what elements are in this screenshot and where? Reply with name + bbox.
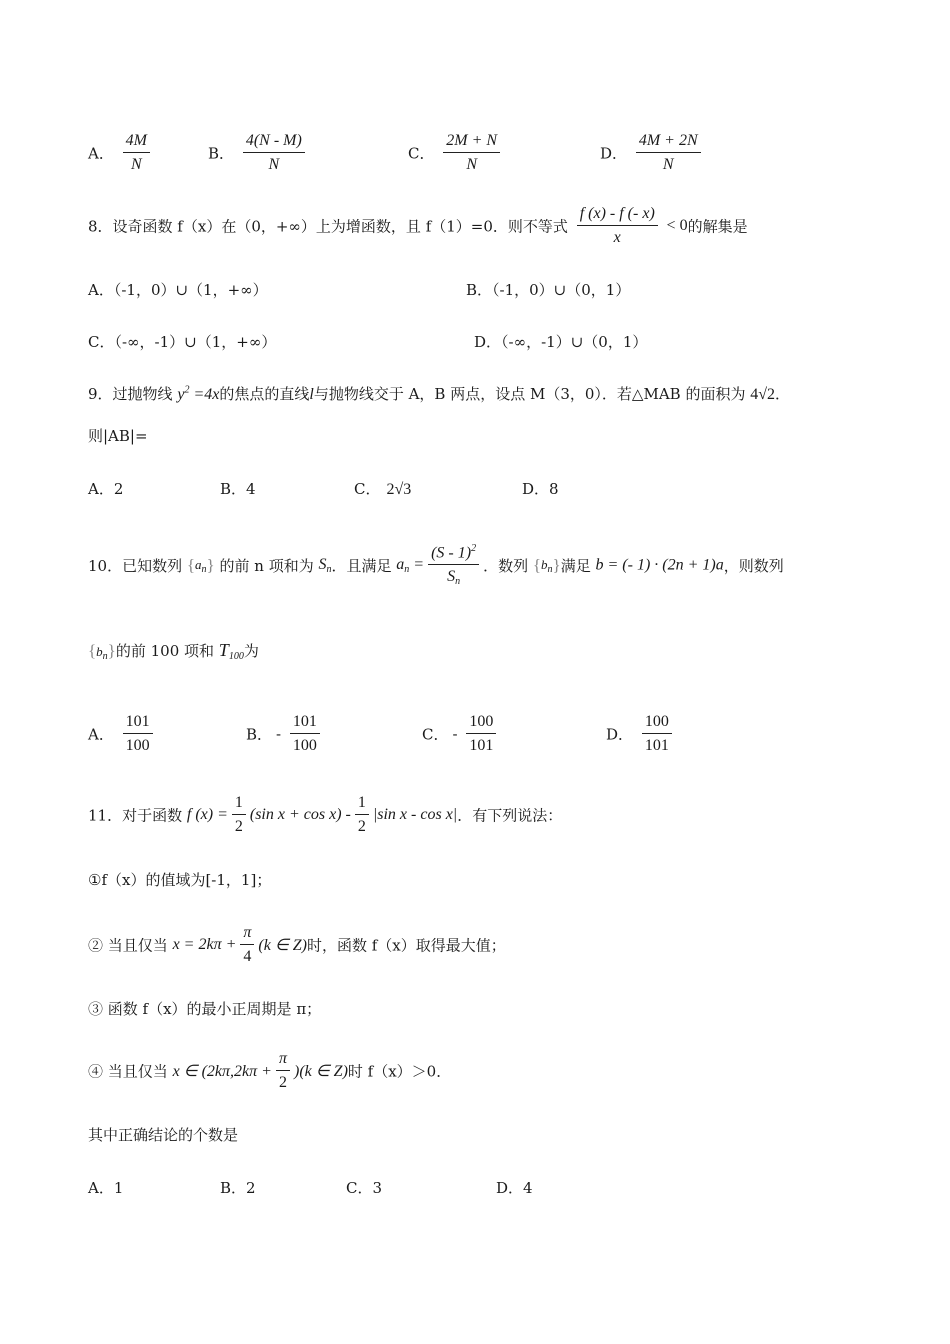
q10-option-c: C． - $\frac{100}{101}$ bbox=[422, 713, 500, 755]
q10-b-fraction: $\frac{101}{100}$ bbox=[290, 713, 320, 755]
q9-option-a: A．2 bbox=[88, 480, 124, 498]
q8-option-c: C．（-∞，-1）∪（1，+∞） bbox=[88, 333, 277, 351]
q10-d-fraction: $\frac{100}{101}$ bbox=[642, 713, 672, 755]
q11-statement-3: ③ 函数 f（x）的最小正周期是 π； bbox=[88, 1000, 322, 1018]
q9-stem: 9．过抛物线 $y^2 =4x$的焦点的直线l与抛物线交于 A，B 两点，设点 M（3，0）．若△MAB 的面积为 4√2． bbox=[88, 384, 791, 403]
q11-question: 其中正确结论的个数是 bbox=[88, 1126, 239, 1144]
q7-option-d: D． $\frac{4M + 2N}{N}$ bbox=[600, 132, 705, 174]
q11-half-1: $\frac{1}{2}$ bbox=[232, 794, 246, 836]
q9-line2: 则|AB|= bbox=[88, 427, 148, 445]
q10-c-fraction: $\frac{100}{101}$ bbox=[466, 713, 496, 755]
q11-statement-1: ①f（x）的值域为[-1，1]； bbox=[88, 871, 272, 889]
q10-an-fraction: $\frac{(S - 1)^2}{Sn}$ bbox=[428, 540, 479, 591]
q10-stem: 10．已知数列 $\{a_n\}$ 的前 n 项和为 Sn．且满足 an = $\frac{(S - 1)^2}{Sn}$ ．数列 $\{b_n\}$满足 b = (- 1) · (2n + 1)a，则数列 bbox=[88, 540, 784, 591]
q11-pi-over-2: $\frac{\pi}{2}$ bbox=[276, 1050, 290, 1092]
q10-option-a: A． $\frac{101}{100}$ bbox=[88, 713, 157, 755]
q8-option-a: A．（-1，0）∪（1，+∞） bbox=[88, 281, 268, 299]
q11-pi-over-4: $\frac{\pi}{4}$ bbox=[240, 924, 254, 966]
q7-b-fraction: $\frac{4(N - M)}{N}$ bbox=[243, 132, 305, 174]
q11-statement-4: ④ 当且仅当 x ∈ (2kπ,2kπ + $\frac{\pi}{2}$ )(k ∈ Z)时 f（x）＞0． bbox=[88, 1050, 452, 1091]
q10-option-d: D． $\frac{100}{101}$ bbox=[606, 713, 676, 755]
q9-option-c: C． 2√3 bbox=[354, 480, 412, 498]
q8-fraction: $\frac{f (x) - f (- x)}{x}$ bbox=[577, 205, 658, 247]
q8-option-b: B．（-1，0）∪（0，1） bbox=[466, 281, 631, 299]
q11-option-b: B．2 bbox=[220, 1179, 256, 1197]
q10-a-fraction: $\frac{101}{100}$ bbox=[123, 713, 153, 755]
q7-option-b: B． $\frac{4(N - M)}{N}$ bbox=[208, 132, 309, 174]
q7-c-fraction: $\frac{2M + N}{N}$ bbox=[443, 132, 500, 174]
q10-line2: $\{b_n\}$的前 100 项和 T100为 bbox=[88, 640, 259, 662]
q7-d-fraction: $\frac{4M + 2N}{N}$ bbox=[636, 132, 701, 174]
q7-a-fraction: $\frac{4M}{N}$ bbox=[123, 132, 150, 174]
q11-option-a: A．1 bbox=[88, 1179, 124, 1197]
q7-option-c: C． $\frac{2M + N}{N}$ bbox=[408, 132, 504, 174]
q11-option-d: D．4 bbox=[496, 1179, 533, 1197]
q11-option-c: C．3 bbox=[346, 1179, 383, 1197]
q10-option-b: B． - $\frac{101}{100}$ bbox=[246, 713, 324, 755]
q11-statement-2: ② 当且仅当 x = 2kπ + $\frac{\pi}{4}$ (k ∈ Z)时，函数 f（x）取得最大值； bbox=[88, 924, 506, 965]
q7-option-a: A． $\frac{4M}{N}$ bbox=[88, 132, 154, 174]
q11-stem: 11．对于函数 f (x) = $\frac{1}{2}$ (sin x + cos x) - $\frac{1}{2}$ |sin x - cos x|．有下列说法： bbox=[88, 794, 563, 835]
q9-option-d: D．8 bbox=[522, 480, 559, 498]
q8-option-d: D．（-∞，-1）∪（0，1） bbox=[474, 333, 648, 351]
q8-stem: 8．设奇函数 f（x）在（0，+∞）上为增函数，且 f（1）=0．则不等式 $\frac{f (x) - f (- x)}{x}$ < 0的解集是 bbox=[88, 205, 748, 246]
q9-option-b: B．4 bbox=[220, 480, 256, 498]
q11-half-2: $\frac{1}{2}$ bbox=[355, 794, 369, 836]
